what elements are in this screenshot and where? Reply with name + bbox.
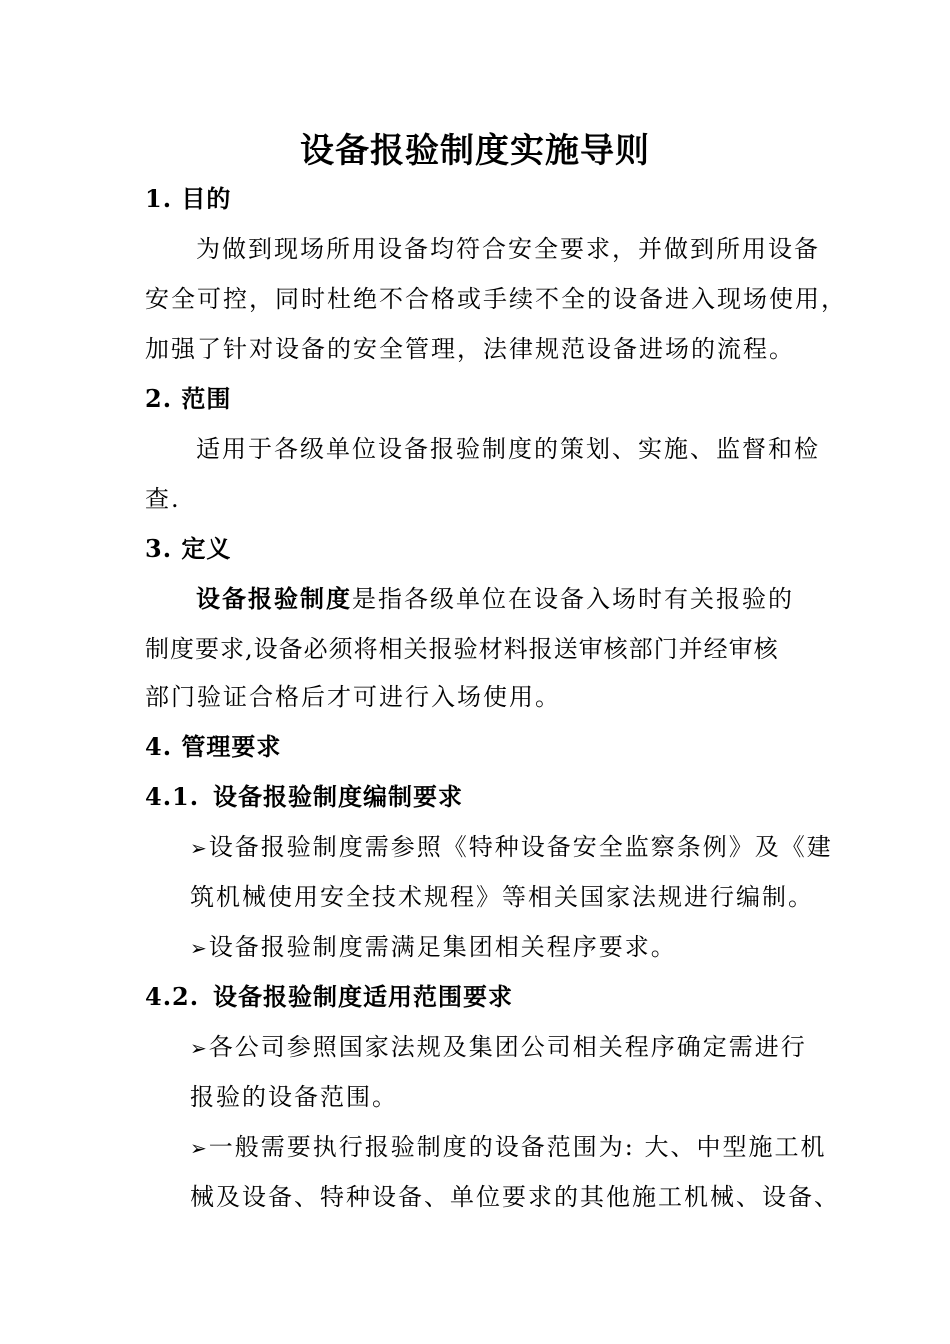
section-1-text-line: 加强了针对设备的安全管理，法律规范设备进场的流程。 bbox=[145, 335, 795, 363]
bullet-continuation-line: 筑机械使用安全技术规程》等相关国家法规进行编制。 bbox=[190, 883, 814, 911]
bullet-text: 设备报验制度需参照《特种设备安全监察条例》及《建 bbox=[208, 833, 833, 861]
document-title: 设备报验制度实施导则 bbox=[300, 131, 650, 171]
arrow-bullet-icon: ➢ bbox=[190, 1136, 207, 1160]
section-2-text-line: 适用于各级单位设备报验制度的策划、实施、监督和检 bbox=[196, 435, 820, 463]
bullet-item bbox=[190, 830, 833, 865]
section-3-definition-line bbox=[196, 582, 794, 616]
subsection-number: 4.1. bbox=[145, 782, 200, 811]
section-1-text-line: 安全可控，同时杜绝不合格或手续不全的设备进入现场使用， bbox=[145, 285, 847, 313]
bullet-item bbox=[190, 1030, 807, 1065]
bullet-text: 一般需要执行报验制度的设备范围为: 大、中型施工机 bbox=[208, 1133, 827, 1161]
subsection-number: 4.2. bbox=[145, 982, 200, 1011]
bullet-item bbox=[190, 1130, 826, 1165]
bullet-continuation-line: 械及设备、特种设备、单位要求的其他施工机械、设备、 bbox=[190, 1183, 840, 1211]
section-4-heading: 4. 管理要求 bbox=[145, 732, 282, 761]
bullet-text: 各公司参照国家法规及集团公司相关程序确定需进行 bbox=[208, 1033, 807, 1061]
bullet-text: 设备报验制度需满足集团相关程序要求。 bbox=[208, 933, 677, 961]
section-3-text-line: 制度要求,设备必须将相关报验材料报送审核部门并经审核 bbox=[145, 635, 779, 663]
bullet-continuation-line: 报验的设备范围。 bbox=[190, 1083, 398, 1111]
section-3-text-line: 部门验证合格后才可进行入场使用。 bbox=[145, 683, 561, 711]
arrow-bullet-icon: ➢ bbox=[190, 1036, 207, 1060]
section-2-text-line: 查. bbox=[145, 485, 181, 513]
section-3-heading: 3. 定义 bbox=[145, 534, 232, 563]
section-2-heading: 2. 范围 bbox=[145, 384, 232, 413]
subsection-title: 设备报验制度编制要求 bbox=[213, 782, 463, 811]
subsection-4-2-heading bbox=[145, 980, 513, 1014]
arrow-bullet-icon: ➢ bbox=[190, 836, 207, 860]
definition-text: 是指各级单位在设备入场时有关报验的 bbox=[352, 585, 794, 613]
bullet-item bbox=[190, 930, 677, 965]
section-1-text-line: 为做到现场所用设备均符合安全要求，并做到所用设备 bbox=[196, 235, 820, 263]
defined-term: 设备报验制度 bbox=[196, 584, 352, 613]
subsection-title: 设备报验制度适用范围要求 bbox=[213, 982, 513, 1011]
arrow-bullet-icon: ➢ bbox=[190, 936, 207, 960]
subsection-4-1-heading bbox=[145, 780, 463, 814]
section-1-heading: 1. 目的 bbox=[145, 184, 232, 213]
